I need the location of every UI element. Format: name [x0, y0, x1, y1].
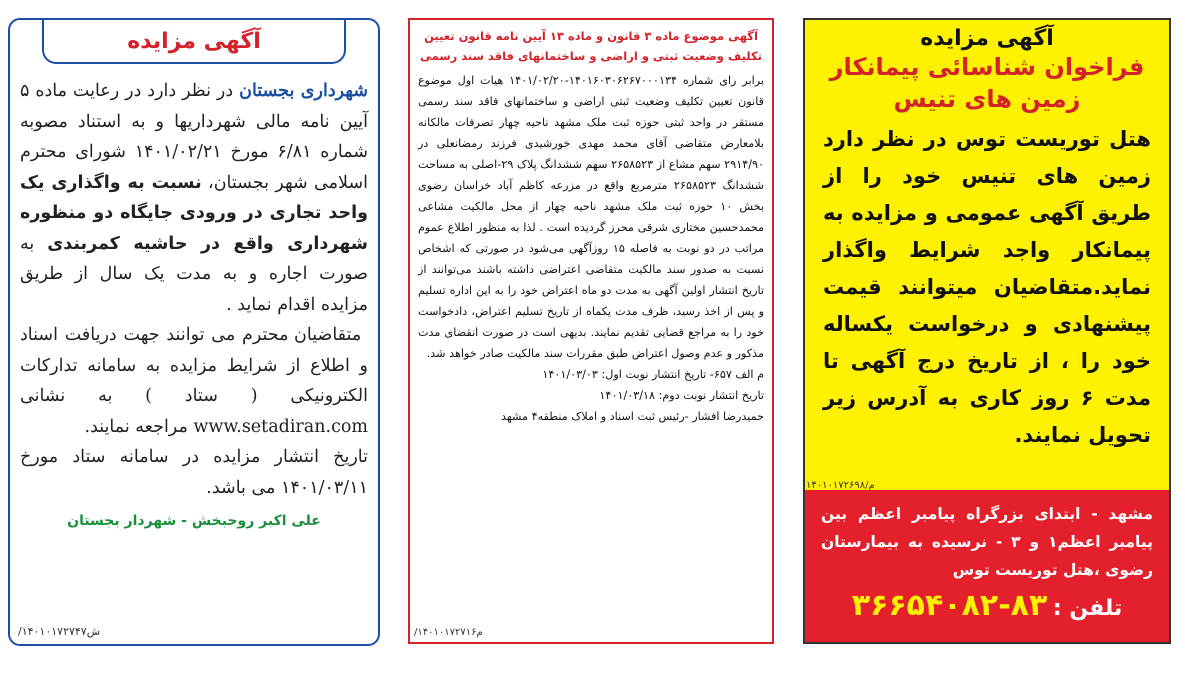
auction-ad-bajestan	[8, 18, 380, 646]
ad-code-right: م/۱۴۰۱۰۱۷۲۶۹۸	[806, 480, 875, 491]
ad-subtitle: فراخوان شناسائی پیمانکار زمین های تنیس	[829, 53, 1145, 113]
ad-body	[20, 76, 368, 503]
signature: علی اکبر روحبخش - شهردار بجستان	[67, 513, 321, 529]
ad-text-3: متقاضیان محترم می توانند جهت دریافت اسناد و اطلاع از شرایط مزایده به سامانه تدارکات الکترونیکی ( ستاد ) به نشانی	[20, 325, 368, 406]
ad-heading-box	[42, 20, 346, 64]
ad-text-4: مراجعه نمایند.	[84, 416, 194, 437]
contact-box	[805, 490, 1169, 642]
ad-text-2: به صورت اجاره و به مدت یک سال از طریق مزایده اقدام نماید .	[20, 233, 368, 315]
ad-code: /۱۴۰۱۰۱۷۲۷۴۷ش	[18, 625, 101, 638]
phone-number[interactable]: ۳۶۶۵۴۰۸۲-۸۳	[851, 588, 1048, 623]
publish-date-2: تاریخ انتشار نوبت دوم: ۱۴۰۱/۰۳/۱۸	[599, 389, 764, 402]
ad-body: برابر رای شماره ۱۴۰۱۶۰۳۰۶۲۶۷۰۰۰۱۳۴-۱۴۰۱/۰۲/۲۰ هیات اول موضوع قانون تعیین تکلیف وضعیت ثبتی اراضی و ساختمانهای فاقد سند رسمی مستقر در واحد ثبتی حوزه ثبت ملک مشهد ناحیه چهار تصرفات مالکانه بلامعارض متقاضی آقای محمد مهدی خورشیدی فرزند رمضانعلی در ۲۹۱۴/۹۰ سهم مشاع از ۲۶۵۸۵۲۳ سهم ششدانگ پلاک ۲۹-اصلی به مساحت ششدانگ ۲۶۵۸۵۲۳ مترمربع واقع در مزرعه کاظم آباد خراسان رضوی بخش ۱۰ حوزه ثبت ملک مشهد ناحیه چهار از محل مالکیت مشاعی محمدحسین مختاری شرقی محرز گردیده است . لذا به منظور اطلاع عموم مراتب در دو نوبت به فاصله ۱۵ روزآگهی می‌شود در صورتی که اشخاص نسبت به صدور سند مالکیت متقاضی اعتراضی داشته باشند می‌توانند از تاریخ انتشار اولین آگهی به مدت دو ماه اعتراض خود را به این اداره تسلیم و پس از اخذ رسید، ظرف مدت یکماه از تاریخ تسلیم اعتراض، دادخواست خود را به مراجع قضایی تقدیم نمایند. بدیهی است در صورت انقضای مدت مذکور و عدم وصول اعتراض طبق مقررات سند مالکیت صادر خواهد شد.	[418, 74, 764, 360]
ad-title: آگهی موضوع ماده ۳ قانون و ماده ۱۳ آیین نامه قانون تعیین تکلیف وضعیت ثبتی و اراضی و ساختمانهای فاقد سند رسمی	[420, 29, 762, 63]
address: مشهد - ابتدای بزرگراه پیامبر اعظم بین پیامبر اعظم۱ و ۳ - نرسیده به بیمارستان رضوی ،هتل توریست توس	[821, 505, 1153, 579]
website-link[interactable]: www.setadiran.com	[193, 416, 368, 437]
ad-heading: آگهی مزایده	[127, 28, 261, 54]
phone-label: تلفن :	[1052, 596, 1123, 621]
ad-text-1: در نظر دارد در رعایت ماده ۵ آیین نامه مالی شهرداریها و به استناد مصوبه شماره ۶/۸۱ مورخ ۱۴۰۱/۰۲/۲۱ شورای محترم اسلامی شهر بجستان،	[20, 81, 368, 193]
ad-text-5: تاریخ انتشار مزایده در سامانه ستاد مورخ ۱۴۰۱/۰۳/۱۱ می باشد.	[20, 447, 368, 498]
tennis-court-auction-ad	[803, 18, 1171, 644]
official-signature: حمیدرضا افشار -رئیس ثبت اسناد و املاک منطقه۴ مشهد	[501, 410, 764, 423]
municipality-name: شهرداری بجستان	[239, 81, 368, 101]
phone-row	[821, 588, 1153, 623]
registration-notice-ad	[408, 18, 774, 644]
ad-body: هتل توریست توس در نظر دارد زمین های تنیس خود را از طریق آگهی عمومی و مزایده به پیمانکار واجد شرایط واگذار نماید.متقاضیان میتوانند قیمت پیشنهادی و درخواست یکساله خود را ، از تاریخ درج آگهی تا مدت ۶ روز کاری به آدرس زیر تحویل نمایند.	[823, 127, 1152, 447]
ad-code: /۱۴۰۱۰۱۷۲۷۱۶م	[414, 627, 483, 638]
ad-text-bold: نسبت به واگذاری یک واحد تجاری در ورودی جایگاه دو منظوره شهرداری واقع در حاشیه کمربندی	[20, 172, 368, 254]
publish-date-1: م الف ۶۵۷- تاریخ انتشار نوبت اول: ۱۴۰۱/۰۳/۰۳	[542, 368, 764, 381]
ad-heading: آگهی مزایده	[920, 26, 1054, 51]
